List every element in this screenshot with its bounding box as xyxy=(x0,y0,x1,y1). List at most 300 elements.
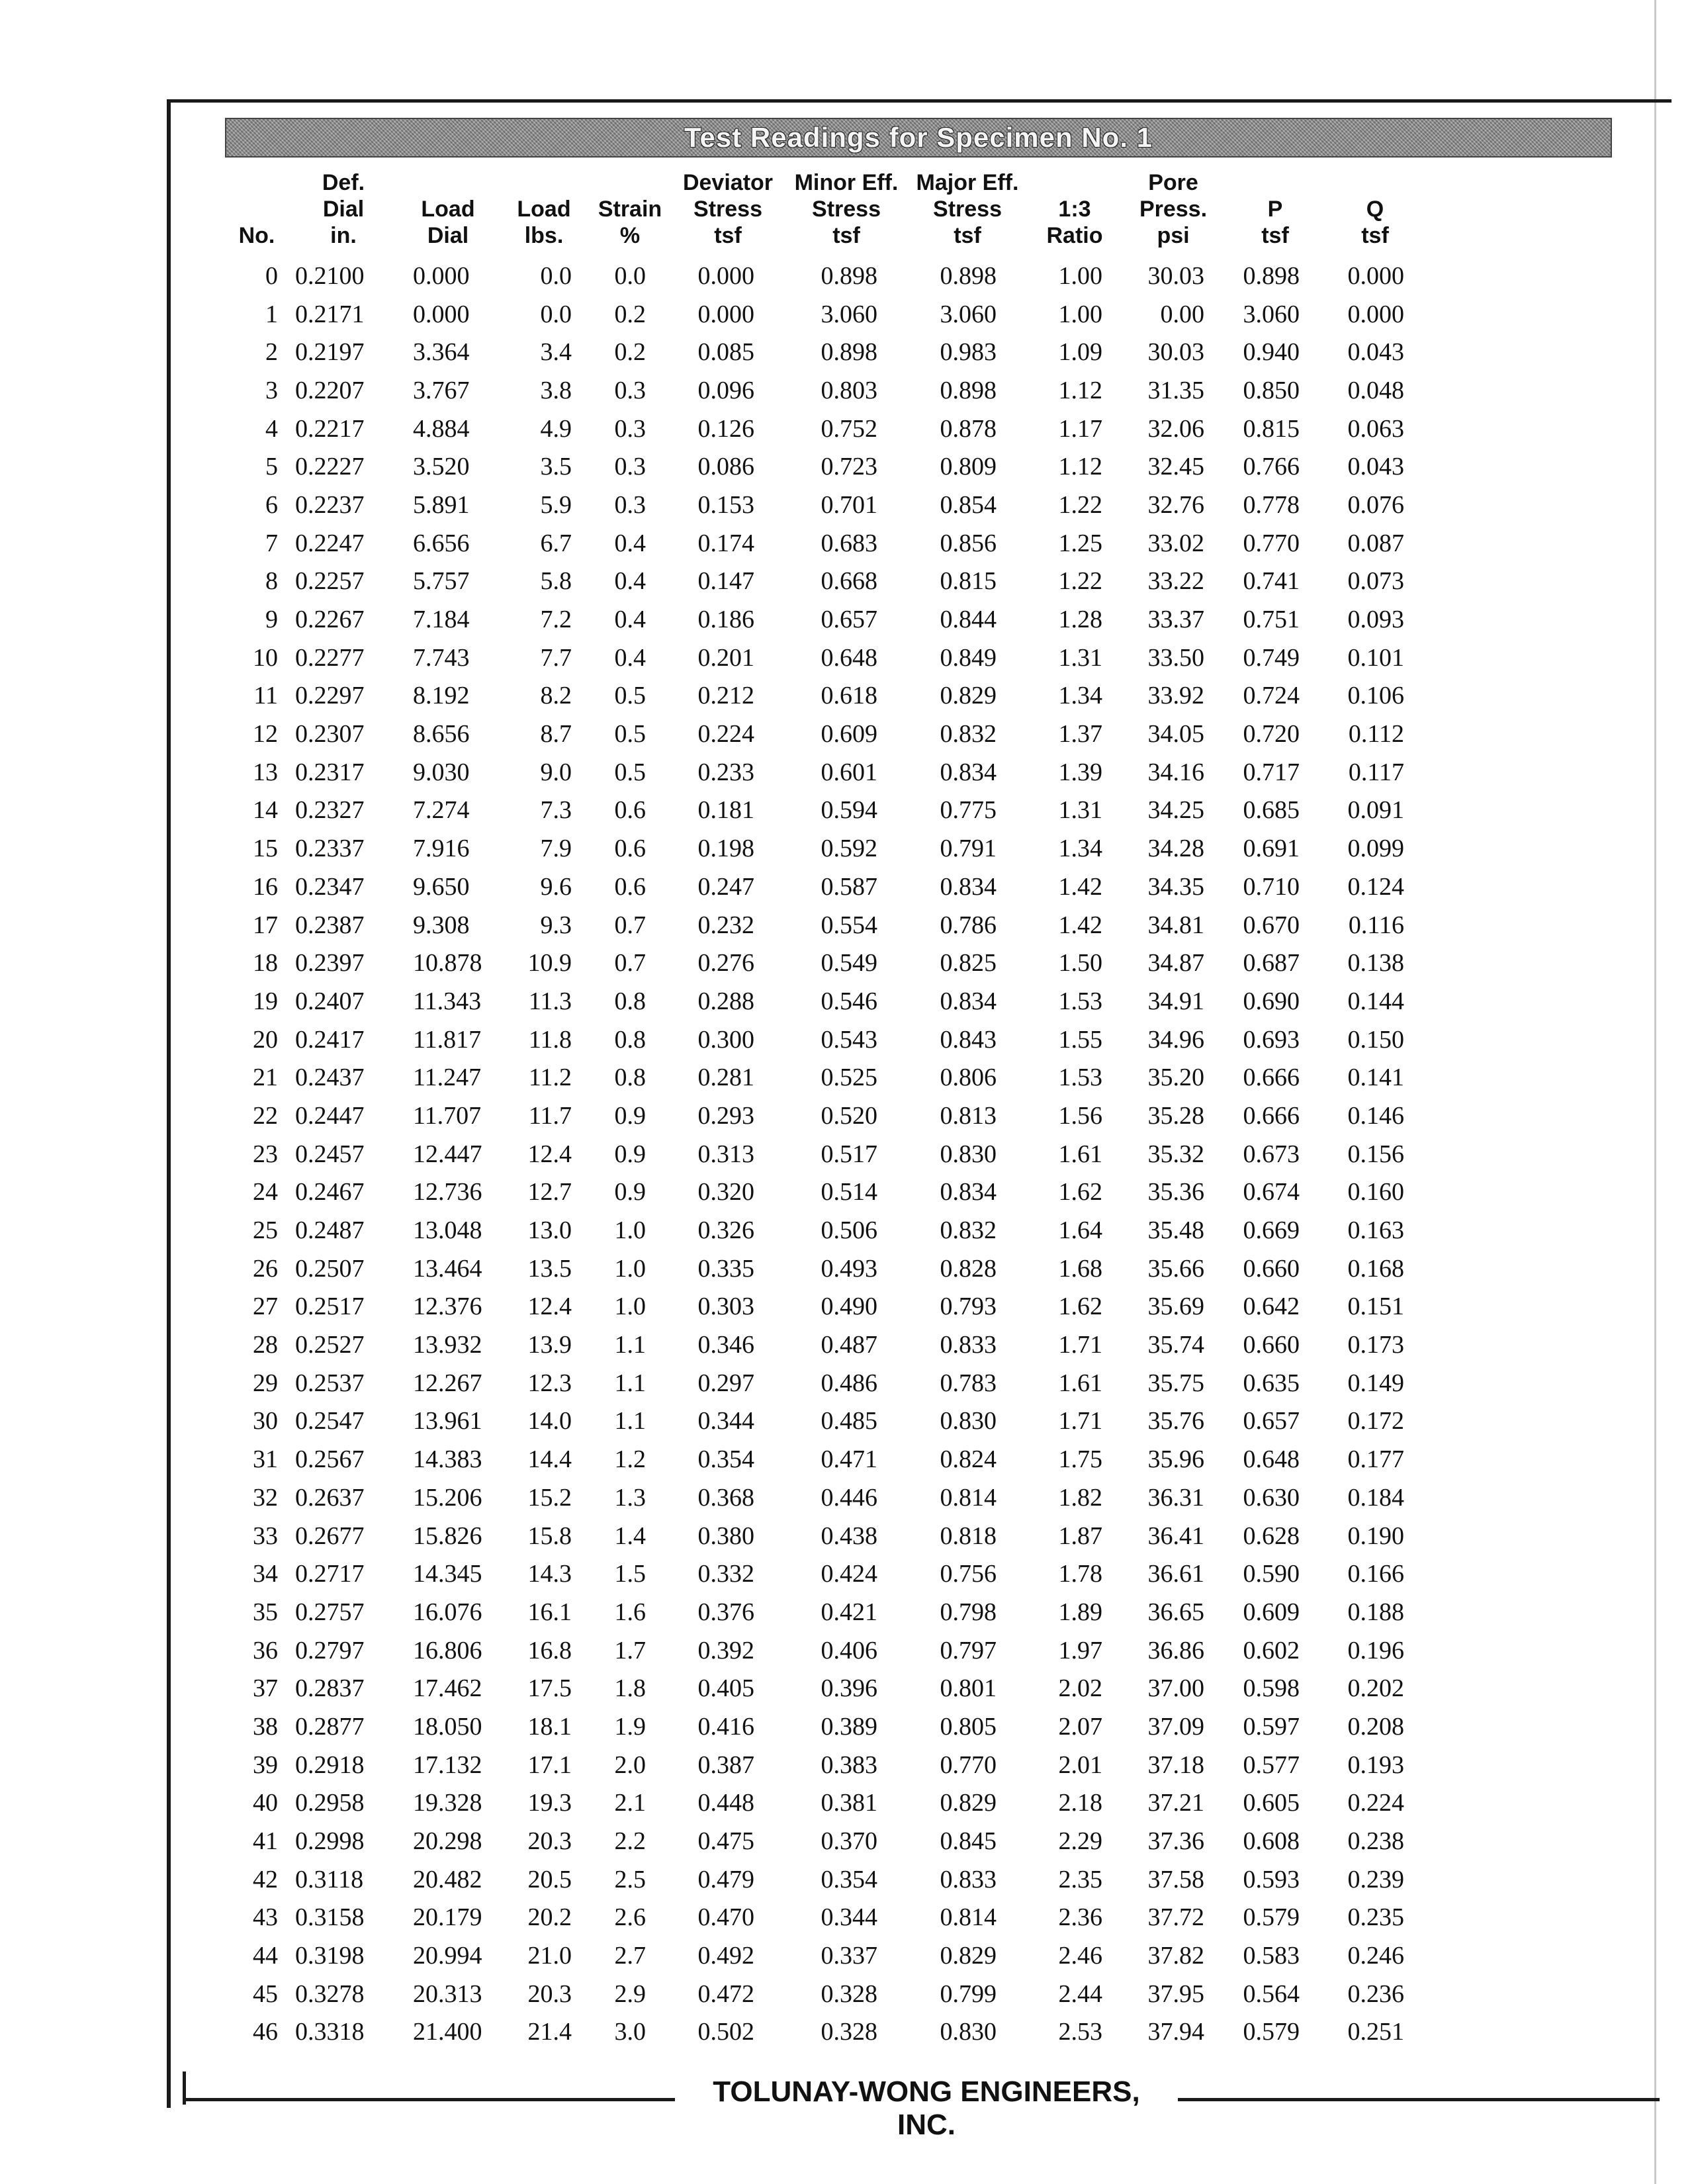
table-cell: 44 xyxy=(253,1942,278,1970)
table-cell: 0.354 xyxy=(697,1445,754,1474)
table-cell: 0.160 xyxy=(1347,1178,1404,1206)
table-cell: 0.168 xyxy=(1347,1254,1404,1283)
table-cell: 0.674 xyxy=(1243,1178,1300,1206)
table-cell: 0.833 xyxy=(940,1331,997,1359)
table-cell: 31.35 xyxy=(1147,376,1204,404)
report-title: Test Readings for Specimen No. 1 xyxy=(684,122,1153,153)
table-cell: 0.0 xyxy=(614,261,646,290)
table-cell: 0.00 xyxy=(1160,300,1204,328)
table-cell: 0.389 xyxy=(821,1712,877,1741)
table-cell: 0.173 xyxy=(1347,1331,1404,1359)
table-cell: 1.89 xyxy=(1058,1598,1102,1626)
table-cell: 1.1 xyxy=(614,1331,646,1359)
table-cell: 0.141 xyxy=(1347,1064,1404,1092)
table-cell: 0.830 xyxy=(940,1140,997,1168)
table-cell: 0.126 xyxy=(697,414,754,443)
table-cell: 45 xyxy=(253,1979,278,2008)
table-row xyxy=(225,1555,1425,1593)
table-cell: 14 xyxy=(253,796,278,825)
table-cell: 37.82 xyxy=(1147,1942,1204,1970)
table-cell: 16.806 xyxy=(413,1636,482,1664)
table-row xyxy=(225,1097,1425,1135)
table-cell: 0.2507 xyxy=(295,1254,365,1283)
table-cell: 19.328 xyxy=(413,1789,482,1817)
table-cell: 0.5 xyxy=(614,720,646,749)
table-cell: 0.000 xyxy=(697,261,754,290)
table-cell: 2.07 xyxy=(1058,1712,1102,1741)
table-cell: 1.5 xyxy=(614,1560,646,1588)
table-cell: 1.1 xyxy=(614,1407,646,1435)
table-cell: 14.383 xyxy=(413,1445,482,1474)
table-cell: 0.2397 xyxy=(295,949,365,978)
table-cell: 0.2467 xyxy=(295,1178,365,1206)
table-cell: 0.149 xyxy=(1347,1369,1404,1397)
table-cell: 32.45 xyxy=(1147,453,1204,481)
table-cell: 24 xyxy=(253,1178,278,1206)
table-cell: 1.2 xyxy=(614,1445,646,1474)
table-row xyxy=(225,715,1425,753)
table-cell: 4.884 xyxy=(413,414,470,443)
table-cell: 0.741 xyxy=(1243,567,1300,596)
table-cell: 0.320 xyxy=(697,1178,754,1206)
table-cell: 0.6 xyxy=(614,796,646,825)
table-cell: 1.71 xyxy=(1058,1407,1102,1435)
column-header: P tsf xyxy=(1261,197,1289,248)
table-cell: 0.3198 xyxy=(295,1942,365,1970)
table-cell: 1.68 xyxy=(1058,1254,1102,1283)
table-cell: 0.405 xyxy=(697,1674,754,1703)
table-cell: 12.376 xyxy=(413,1293,482,1321)
table-cell: 0.328 xyxy=(821,1979,877,2008)
column-header: 1:3 Ratio xyxy=(1046,197,1103,248)
table-cell: 0.577 xyxy=(1243,1751,1300,1779)
table-cell: 0 xyxy=(265,261,278,290)
table-cell: 0.825 xyxy=(940,949,997,978)
table-cell: 22 xyxy=(253,1101,278,1130)
table-cell: 0.392 xyxy=(697,1636,754,1664)
table-cell: 5 xyxy=(265,453,278,481)
table-cell: 35.96 xyxy=(1147,1445,1204,1474)
table-cell: 0.2277 xyxy=(295,643,365,672)
table-cell: 0.8 xyxy=(614,1025,646,1054)
table-cell: 0.4 xyxy=(614,643,646,672)
table-cell: 0.446 xyxy=(821,1483,877,1512)
table-cell: 0.2100 xyxy=(295,261,365,290)
table-cell: 1.61 xyxy=(1058,1140,1102,1168)
table-cell: 8.7 xyxy=(540,720,572,749)
table-cell: 9.030 xyxy=(413,758,470,786)
table-cell: 0.2237 xyxy=(295,490,365,519)
table-cell: 0.276 xyxy=(697,949,754,978)
table-cell: 0.898 xyxy=(940,261,997,290)
table-row xyxy=(225,563,1425,601)
table-cell: 0.691 xyxy=(1243,835,1300,863)
table-cell: 0.898 xyxy=(821,261,877,290)
table-cell: 42 xyxy=(253,1865,278,1893)
table-cell: 0.2487 xyxy=(295,1216,365,1245)
table-cell: 0.470 xyxy=(697,1903,754,1932)
table-cell: 32.06 xyxy=(1147,414,1204,443)
table-cell: 2.1 xyxy=(614,1789,646,1817)
table-cell: 7.9 xyxy=(540,835,572,863)
table-cell: 0.076 xyxy=(1347,490,1404,519)
table-cell: 19.3 xyxy=(527,1789,572,1817)
table-cell: 0.2797 xyxy=(295,1636,365,1664)
table-cell: 23 xyxy=(253,1140,278,1168)
table-cell: 35 xyxy=(253,1598,278,1626)
table-cell: 0.2197 xyxy=(295,338,365,367)
table-cell: 11.817 xyxy=(413,1025,482,1054)
table-cell: 27 xyxy=(253,1293,278,1321)
table-cell: 41 xyxy=(253,1827,278,1856)
table-cell: 0.0 xyxy=(540,300,572,328)
table-cell: 0.783 xyxy=(940,1369,997,1397)
table-cell: 0.9 xyxy=(614,1101,646,1130)
table-cell: 37.36 xyxy=(1147,1827,1204,1856)
table-cell: 0.196 xyxy=(1347,1636,1404,1664)
table-cell: 1.39 xyxy=(1058,758,1102,786)
table-row xyxy=(225,753,1425,792)
table-cell: 0.594 xyxy=(821,796,877,825)
table-cell: 6.656 xyxy=(413,529,470,557)
table-cell: 1.53 xyxy=(1058,1064,1102,1092)
footer-rule-left xyxy=(184,2098,675,2101)
table-cell: 0.2 xyxy=(614,338,646,367)
table-cell: 0.798 xyxy=(940,1598,997,1626)
table-cell: 12.736 xyxy=(413,1178,482,1206)
table-cell: 37.58 xyxy=(1147,1865,1204,1893)
table-cell: 0.387 xyxy=(697,1751,754,1779)
table-cell: 0.797 xyxy=(940,1636,997,1664)
table-cell: 0.809 xyxy=(940,453,997,481)
table-cell: 0.587 xyxy=(821,872,877,901)
table-cell: 12.4 xyxy=(527,1293,572,1321)
table-cell: 0.485 xyxy=(821,1407,877,1435)
table-cell: 0.549 xyxy=(821,949,877,978)
table-cell: 34.16 xyxy=(1147,758,1204,786)
table-cell: 0.293 xyxy=(697,1101,754,1130)
column-header: Strain % xyxy=(598,197,662,248)
table-row xyxy=(225,1784,1425,1823)
table-cell: 6 xyxy=(265,490,278,519)
table-cell: 0.2877 xyxy=(295,1712,365,1741)
table-cell: 1.37 xyxy=(1058,720,1102,749)
table-row xyxy=(225,1250,1425,1288)
table-cell: 0.856 xyxy=(940,529,997,557)
table-cell: 0.834 xyxy=(940,1178,997,1206)
table-cell: 11.247 xyxy=(413,1064,482,1092)
table-cell: 1.1 xyxy=(614,1369,646,1397)
table-cell: 0.328 xyxy=(821,2018,877,2046)
table-cell: 5.757 xyxy=(413,567,470,596)
table-row xyxy=(225,600,1425,639)
table-cell: 35.76 xyxy=(1147,1407,1204,1435)
table-cell: 0.438 xyxy=(821,1522,877,1550)
table-cell: 0.756 xyxy=(940,1560,997,1588)
table-cell: 36 xyxy=(253,1636,278,1664)
table-cell: 0.2547 xyxy=(295,1407,365,1435)
table-cell: 0.813 xyxy=(940,1101,997,1130)
table-cell: 12.447 xyxy=(413,1140,482,1168)
table-row xyxy=(225,1440,1425,1479)
table-cell: 1.0 xyxy=(614,1293,646,1321)
table-cell: 0.601 xyxy=(821,758,877,786)
table-cell: 1.25 xyxy=(1058,529,1102,557)
table-cell: 0.383 xyxy=(821,1751,877,1779)
table-cell: 0.2297 xyxy=(295,682,365,710)
table-cell: 34.96 xyxy=(1147,1025,1204,1054)
table-cell: 0.854 xyxy=(940,490,997,519)
table-cell: 2.2 xyxy=(614,1827,646,1856)
table-cell: 0.723 xyxy=(821,453,877,481)
table-cell: 0.073 xyxy=(1347,567,1404,596)
table-cell: 3.060 xyxy=(1243,300,1300,328)
table-cell: 7.2 xyxy=(540,606,572,634)
table-cell: 20.3 xyxy=(527,1979,572,2008)
table-cell: 9 xyxy=(265,606,278,634)
table-cell: 35.32 xyxy=(1147,1140,1204,1168)
table-cell: 0.579 xyxy=(1243,2018,1300,2046)
table-row xyxy=(225,1135,1425,1173)
table-cell: 34.28 xyxy=(1147,835,1204,863)
table-cell: 5.891 xyxy=(413,490,470,519)
table-cell: 0.2327 xyxy=(295,796,365,825)
table-cell: 0.803 xyxy=(821,376,877,404)
table-cell: 0.717 xyxy=(1243,758,1300,786)
table-cell: 0.770 xyxy=(1243,529,1300,557)
table-cell: 1.00 xyxy=(1058,261,1102,290)
table-cell: 0.370 xyxy=(821,1827,877,1856)
table-cell: 0.775 xyxy=(940,796,997,825)
table-cell: 0.3 xyxy=(614,376,646,404)
table-cell: 0.814 xyxy=(940,1903,997,1932)
table-cell: 1.34 xyxy=(1058,682,1102,710)
table-cell: 8.656 xyxy=(413,720,470,749)
table-cell: 32 xyxy=(253,1483,278,1512)
table-cell: 0.424 xyxy=(821,1560,877,1588)
table-cell: 33.92 xyxy=(1147,682,1204,710)
table-cell: 0.486 xyxy=(821,1369,877,1397)
table-cell: 0.564 xyxy=(1243,1979,1300,2008)
table-cell: 3.4 xyxy=(540,338,572,367)
table-cell: 0.479 xyxy=(697,1865,754,1893)
table-cell: 1.78 xyxy=(1058,1560,1102,1588)
table-cell: 13.048 xyxy=(413,1216,482,1245)
table-cell: 0.471 xyxy=(821,1445,877,1474)
table-cell: 0.4 xyxy=(614,567,646,596)
table-cell: 0.693 xyxy=(1243,1025,1300,1054)
table-cell: 0.2837 xyxy=(295,1674,365,1703)
title-banner xyxy=(225,118,1612,158)
table-cell: 0.766 xyxy=(1243,453,1300,481)
table-cell: 0.2637 xyxy=(295,1483,365,1512)
table-cell: 15.206 xyxy=(413,1483,482,1512)
table-cell: 0.673 xyxy=(1243,1140,1300,1168)
table-cell: 11.8 xyxy=(528,1025,572,1054)
table-cell: 0.2257 xyxy=(295,567,365,596)
table-cell: 0.000 xyxy=(1347,261,1404,290)
table-cell: 9.6 xyxy=(540,872,572,901)
table-cell: 0.236 xyxy=(1347,1979,1404,2008)
table-cell: 0.112 xyxy=(1348,720,1404,749)
table-cell: 37.94 xyxy=(1147,2018,1204,2046)
table-cell: 0.814 xyxy=(940,1483,997,1512)
table-cell: 3.8 xyxy=(540,376,572,404)
table-cell: 3.060 xyxy=(821,300,877,328)
table-cell: 1.62 xyxy=(1058,1178,1102,1206)
table-cell: 37.09 xyxy=(1147,1712,1204,1741)
table-cell: 1.00 xyxy=(1058,300,1102,328)
table-cell: 12.267 xyxy=(413,1369,482,1397)
table-cell: 0.845 xyxy=(940,1827,997,1856)
table-cell: 0.177 xyxy=(1347,1445,1404,1474)
table-cell: 0.281 xyxy=(697,1064,754,1092)
table-cell: 12.7 xyxy=(527,1178,572,1206)
table-cell: 0.849 xyxy=(940,643,997,672)
table-cell: 34.87 xyxy=(1147,949,1204,978)
table-cell: 0.198 xyxy=(697,835,754,863)
table-cell: 0.376 xyxy=(697,1598,754,1626)
table-cell: 5.9 xyxy=(540,490,572,519)
table-cell: 0.335 xyxy=(697,1254,754,1283)
table-cell: 0.138 xyxy=(1347,949,1404,978)
table-cell: 2.9 xyxy=(614,1979,646,2008)
table-cell: 9.0 xyxy=(540,758,572,786)
table-cell: 0.8 xyxy=(614,987,646,1015)
table-row xyxy=(225,906,1425,944)
table-cell: 36.61 xyxy=(1147,1560,1204,1588)
table-cell: 0.0 xyxy=(540,261,572,290)
table-cell: 35.20 xyxy=(1147,1064,1204,1092)
table-cell: 0.5 xyxy=(614,682,646,710)
table-cell: 0.2567 xyxy=(295,1445,365,1474)
table-cell: 1.61 xyxy=(1058,1369,1102,1397)
table-cell: 11.707 xyxy=(413,1101,482,1130)
table-cell: 0.502 xyxy=(697,2018,754,2046)
table-cell: 0.344 xyxy=(821,1903,877,1932)
table-cell: 34 xyxy=(253,1560,278,1588)
table-cell: 14.4 xyxy=(527,1445,572,1474)
table-cell: 0.2267 xyxy=(295,606,365,634)
column-header: No. xyxy=(238,223,275,248)
table-cell: 0.2337 xyxy=(295,835,365,863)
table-cell: 0.701 xyxy=(821,490,877,519)
table-cell: 1.71 xyxy=(1058,1331,1102,1359)
table-cell: 37.00 xyxy=(1147,1674,1204,1703)
table-cell: 0.3118 xyxy=(295,1865,364,1893)
table-cell: 0.091 xyxy=(1347,796,1404,825)
table-cell: 0.685 xyxy=(1243,796,1300,825)
table-cell: 13.464 xyxy=(413,1254,482,1283)
table-cell: 0.752 xyxy=(821,414,877,443)
table-row xyxy=(225,524,1425,563)
table-cell: 0.940 xyxy=(1243,338,1300,367)
table-cell: 0.648 xyxy=(821,643,877,672)
table-cell: 21.4 xyxy=(527,2018,572,2046)
table-cell: 3.767 xyxy=(413,376,470,404)
table-cell: 3.0 xyxy=(614,2018,646,2046)
column-header: Major Eff. Stress tsf xyxy=(916,170,1019,248)
table-cell: 1.6 xyxy=(614,1598,646,1626)
table-cell: 0.490 xyxy=(821,1293,877,1321)
table-cell: 0.212 xyxy=(697,682,754,710)
table-cell: 0.043 xyxy=(1347,453,1404,481)
table-row xyxy=(225,371,1425,410)
table-cell: 33.22 xyxy=(1147,567,1204,596)
table-cell: 0.770 xyxy=(940,1751,997,1779)
column-header: Minor Eff. Stress tsf xyxy=(794,170,899,248)
table-row xyxy=(225,1746,1425,1784)
table-cell: 0.642 xyxy=(1243,1293,1300,1321)
table-cell: 0.4 xyxy=(614,529,646,557)
table-cell: 0.3158 xyxy=(295,1903,365,1932)
table-cell: 0.666 xyxy=(1243,1064,1300,1092)
table-cell: 11.2 xyxy=(528,1064,572,1092)
table-cell: 0.3 xyxy=(614,414,646,443)
table-cell: 18 xyxy=(253,949,278,978)
table-cell: 0.592 xyxy=(821,835,877,863)
table-cell: 20.5 xyxy=(527,1865,572,1893)
table-cell: 0.2717 xyxy=(295,1560,365,1588)
table-cell: 13.0 xyxy=(527,1216,572,1245)
table-cell: 46 xyxy=(253,2018,278,2046)
table-cell: 21.400 xyxy=(413,2018,482,2046)
table-cell: 2.01 xyxy=(1058,1751,1102,1779)
table-cell: 0.520 xyxy=(821,1101,877,1130)
table-cell: 19 xyxy=(253,987,278,1015)
table-cell: 0.043 xyxy=(1347,338,1404,367)
table-cell: 17 xyxy=(253,911,278,939)
table-cell: 17.132 xyxy=(413,1751,482,1779)
table-cell: 18.050 xyxy=(413,1712,482,1741)
table-cell: 7.916 xyxy=(413,835,470,863)
table-cell: 11.3 xyxy=(528,987,572,1015)
table-row xyxy=(225,410,1425,448)
table-cell: 12.3 xyxy=(527,1369,572,1397)
table-cell: 0.517 xyxy=(821,1140,877,1168)
table-cell: 0.381 xyxy=(821,1789,877,1817)
table-cell: 35.36 xyxy=(1147,1178,1204,1206)
table-cell: 2.18 xyxy=(1058,1789,1102,1817)
table-cell: 0.235 xyxy=(1347,1903,1404,1932)
table-cell: 0.7 xyxy=(614,911,646,939)
table-cell: 0.150 xyxy=(1347,1025,1404,1054)
table-cell: 0.660 xyxy=(1243,1331,1300,1359)
table-cell: 0.815 xyxy=(940,567,997,596)
table-cell: 30.03 xyxy=(1147,261,1204,290)
table-cell: 0.239 xyxy=(1347,1865,1404,1893)
table-cell: 0.844 xyxy=(940,606,997,634)
table-cell: 0.166 xyxy=(1347,1560,1404,1588)
table-cell: 0.546 xyxy=(821,987,877,1015)
table-cell: 11.7 xyxy=(528,1101,572,1130)
table-cell: 0.186 xyxy=(697,606,754,634)
table-cell: 1.50 xyxy=(1058,949,1102,978)
table-cell: 40 xyxy=(253,1789,278,1817)
table-cell: 14.345 xyxy=(413,1560,482,1588)
table-cell: 1.22 xyxy=(1058,490,1102,519)
table-cell: 12 xyxy=(253,720,278,749)
table-row xyxy=(225,333,1425,371)
table-cell: 0.232 xyxy=(697,911,754,939)
table-cell: 35.66 xyxy=(1147,1254,1204,1283)
table-cell: 0.448 xyxy=(697,1789,754,1817)
table-cell: 16.1 xyxy=(527,1598,572,1626)
table-cell: 0.5 xyxy=(614,758,646,786)
table-cell: 7.274 xyxy=(413,796,470,825)
table-cell: 0.830 xyxy=(940,2018,997,2046)
table-cell: 1.56 xyxy=(1058,1101,1102,1130)
